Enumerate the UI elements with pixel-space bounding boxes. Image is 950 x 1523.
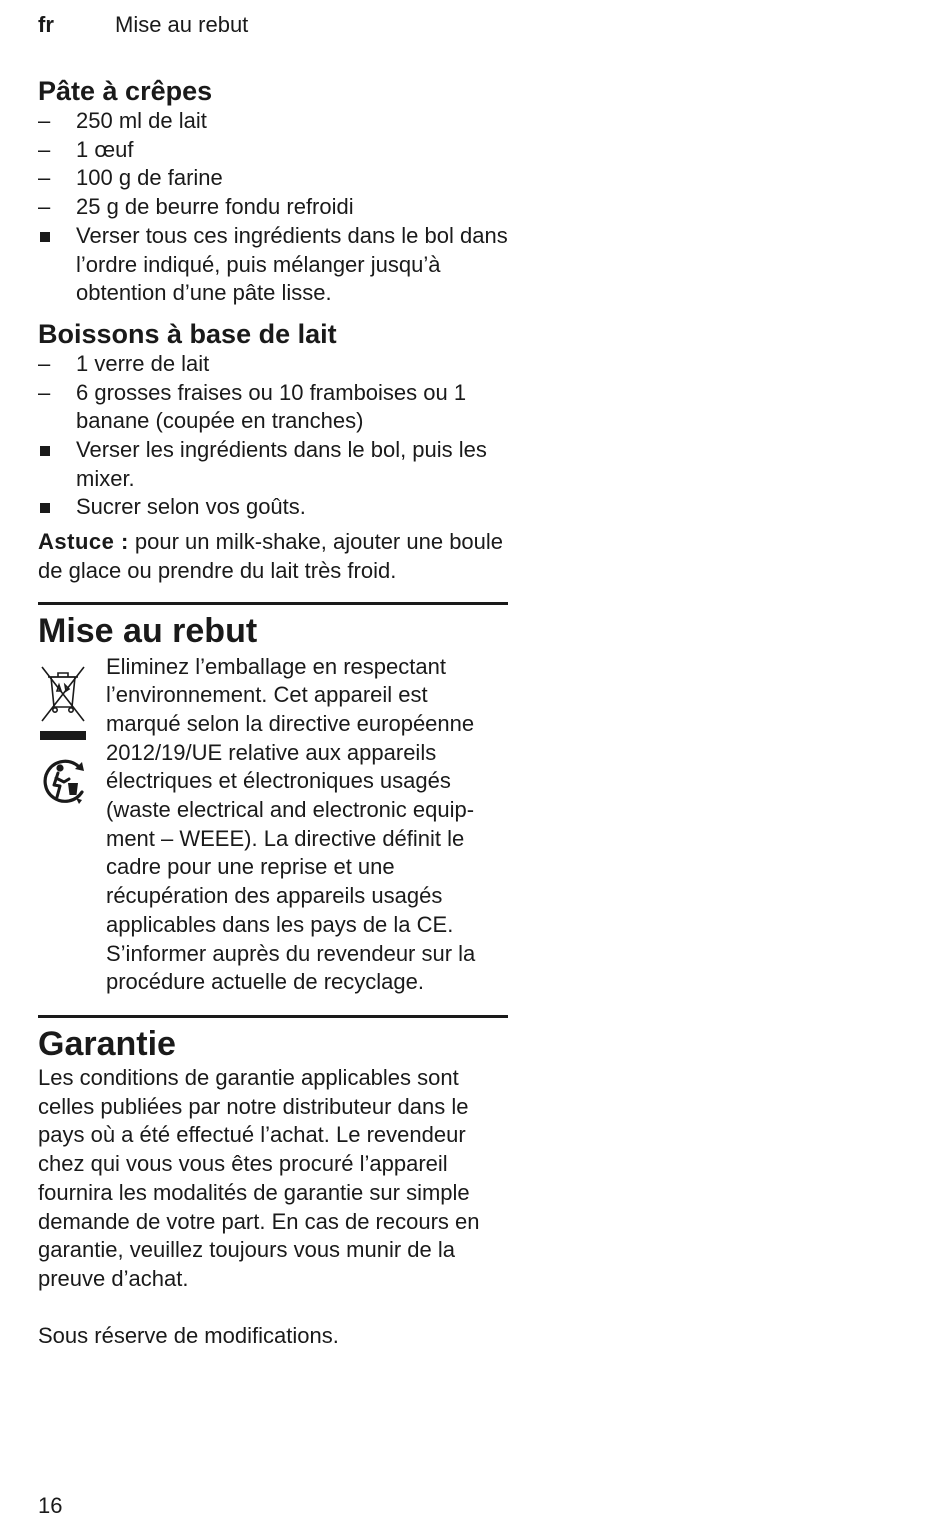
tip-text: pour un milk-shake, ajouter une boule de glace ou prendre du lait très froid. xyxy=(38,529,504,583)
page-content xyxy=(38,75,508,1351)
section-title-disposal: Mise au rebut xyxy=(38,611,258,650)
page-number: 16 xyxy=(38,1493,63,1518)
step-item: Sucrer selon vos goûts. xyxy=(76,494,306,520)
tip-label: Astuce : xyxy=(38,529,129,555)
dash-marker xyxy=(38,107,64,136)
ingredient-item: – 1 œuf xyxy=(38,136,508,165)
step-item: Verser les ingrédients dans le bol, puis les mixer. xyxy=(76,437,487,491)
dash-marker xyxy=(38,379,64,408)
section-divider xyxy=(38,1015,508,1018)
dash-marker xyxy=(38,193,64,222)
disposal-text: Eliminez l’emballage en respectant l’environnement. Cet appareil est marqué selon la directive européenne 2012/19/UE relative aux appareils électriques et électroniques usagés (waste electrical and electronic equip-ment – WEEE). La directive définit le cadre pour une reprise et une récupération des appareils usagés applicables dans les pays de la CE. S’informer auprès du revendeur sur la procédure actuelle de recyclage. xyxy=(106,653,476,995)
ingredient-item: – 100 g de farine xyxy=(38,164,508,193)
ingredient-item: – 6 grosses fraises ou 10 framboises ou 1 banane (coupée en tranches) xyxy=(38,379,508,436)
tip-paragraph xyxy=(38,528,508,585)
crepes-list xyxy=(38,107,508,308)
language-code: fr xyxy=(38,12,54,37)
section-divider xyxy=(38,602,508,605)
step-item: Verser tous ces ingrédients dans le bol dans l’ordre indiqué, puis mélanger jusqu’à obtention d’une pâte lisse. xyxy=(76,222,508,306)
weee-crossed-bin-icon xyxy=(38,661,88,745)
ingredient-item: – 1 verre de lait xyxy=(38,350,508,379)
running-section-title: Mise au rebut xyxy=(115,12,249,37)
ingredient-item: – 25 g de beurre fondu refroidi xyxy=(38,193,508,222)
dash-marker xyxy=(38,164,64,193)
ingredient-item: – 250 ml de lait xyxy=(38,107,508,136)
disposal-icons xyxy=(38,661,90,811)
disposal-section xyxy=(38,653,508,997)
recipe-title-crepes: Pâte à crêpes xyxy=(38,76,213,106)
warranty-text: Les conditions de garantie applicables sont celles publiées par notre distributeur dans le pays où a été effectué l’achat. Le revendeur chez qui vous vous êtes procuré l’appareil fournira les modalités de garantie sur simple demande de votre part. En cas de recours en garantie, veuillez toujours vous munir de la preuve d’achat. xyxy=(38,1064,480,1291)
recipe-title-milk-drinks: Boissons à base de lait xyxy=(38,318,337,349)
modification-note: Sous réserve de modifications. xyxy=(38,1323,339,1349)
dash-marker xyxy=(38,350,64,379)
dash-marker xyxy=(38,136,64,165)
recycling-person-icon xyxy=(38,756,90,806)
milk-drinks-list xyxy=(38,350,508,522)
section-title-warranty: Garantie xyxy=(38,1024,176,1063)
